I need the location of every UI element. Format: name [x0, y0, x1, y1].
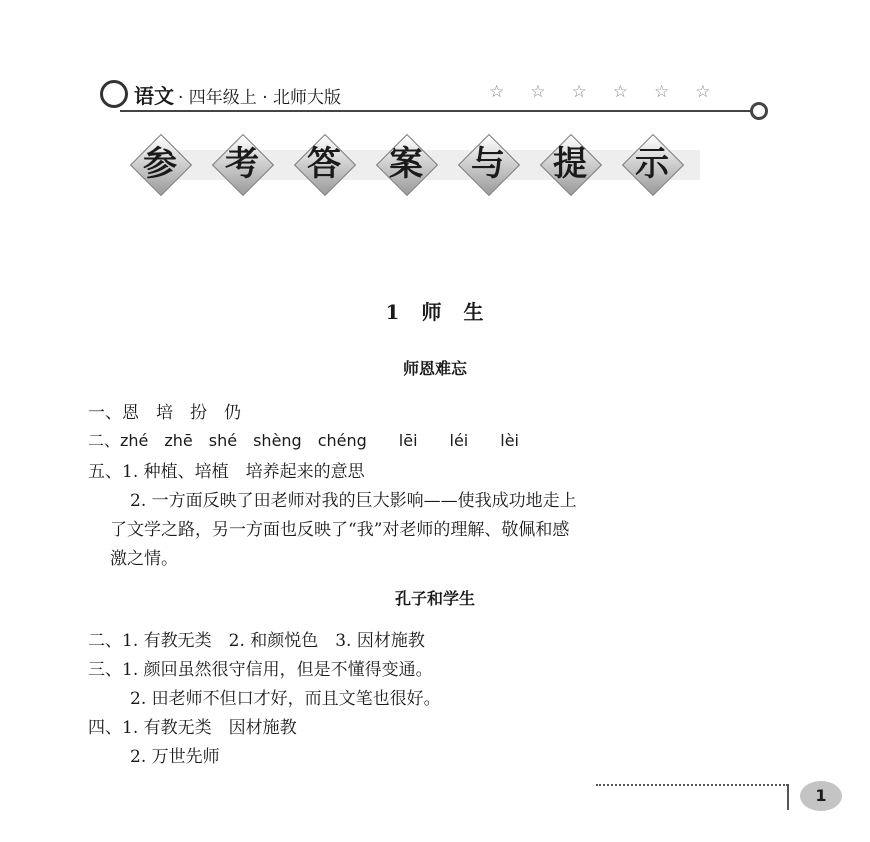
ring-decoration-icon: [100, 80, 128, 108]
banner-diamond: [622, 134, 682, 194]
banner-diamond: [376, 134, 436, 194]
answer-banner: [100, 128, 746, 200]
ring-end-icon: [750, 102, 768, 120]
header-text: [134, 80, 341, 109]
banner-char: 提: [553, 144, 587, 184]
banner-diamond: [294, 134, 354, 194]
star-row-icon: ☆☆☆☆☆☆: [489, 82, 737, 102]
subject-label: 语文: [134, 84, 174, 108]
grade-edition-label: · 四年级上 · 北师大版: [178, 88, 342, 108]
page-number: 1: [800, 781, 842, 811]
answer-line: 了文学之路，另一方面也反映了“我”对老师的理解、敬佩和感: [110, 520, 570, 540]
header-divider: [120, 110, 760, 112]
footer-divider: [787, 784, 789, 810]
banner-char: 示: [635, 144, 669, 184]
answer-line: 2. 万世先师: [130, 747, 220, 767]
answer-line: 2. 一方面反映了田老师对我的巨大影响——使我成功地走上: [130, 491, 577, 511]
section-title: 师恩难忘: [402, 359, 467, 378]
banner-diamond: [130, 134, 190, 194]
footer-dotted-rule: [596, 784, 788, 786]
banner-char: 答: [307, 144, 341, 184]
banner-char: 考: [225, 144, 259, 184]
answer-line: 一、恩 培 扮 仍: [88, 403, 241, 423]
answer-line: 2. 田老师不但口才好，而且文笔也很好。: [130, 689, 441, 709]
banner-diamond: [540, 134, 600, 194]
banner-char: 参: [143, 144, 177, 184]
banner-char: 案: [389, 144, 423, 184]
banner-diamond: [458, 134, 518, 194]
answer-line: 五、1. 种植、培植 培养起来的意思: [88, 462, 365, 482]
answer-line: 激之情。: [110, 549, 178, 569]
answer-line: 二、zhé zhē shé shèng chéng lēi léi lèi: [88, 431, 519, 450]
book-header: [100, 74, 780, 122]
banner-diamond: [212, 134, 272, 194]
chapter-title: 1 师 生: [385, 300, 485, 324]
answer-line: 四、1. 有教无类 因材施教: [88, 718, 297, 738]
answer-line: 二、1. 有教无类 2. 和颜悦色 3. 因材施教: [88, 631, 425, 651]
banner-char: 与: [471, 144, 505, 184]
answer-line: 三、1. 颜回虽然很守信用，但是不懂得变通。: [88, 660, 433, 680]
section-title: 孔子和学生: [394, 589, 475, 608]
